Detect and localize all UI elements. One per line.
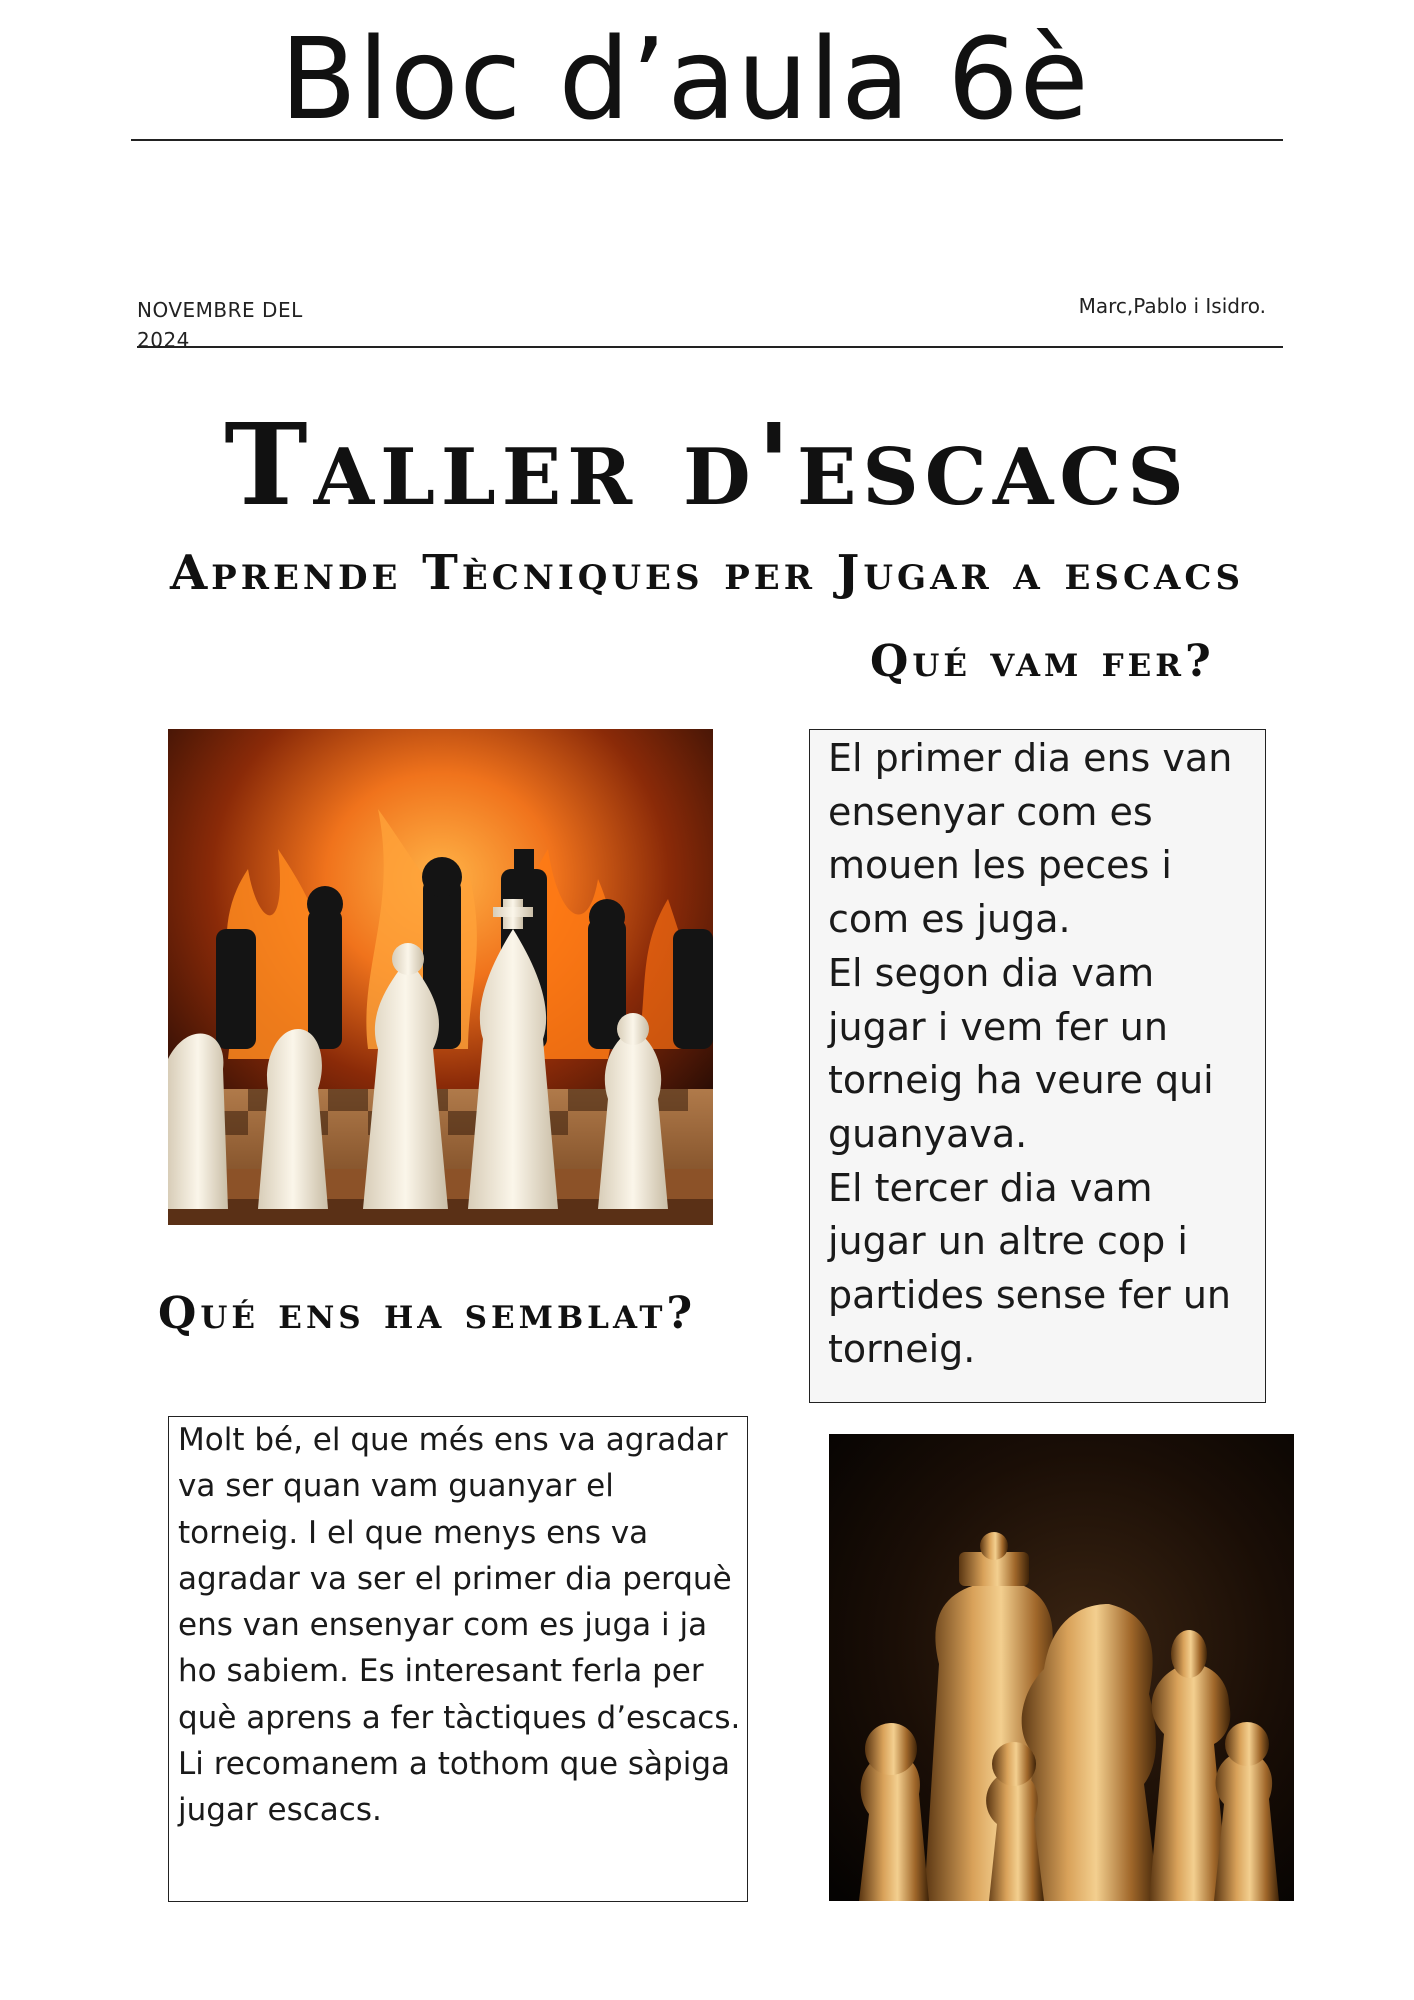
header-divider bbox=[137, 346, 1283, 348]
masthead-divider bbox=[131, 139, 1283, 141]
issue-date: NOVEMBRE DEL 2024 bbox=[137, 298, 303, 352]
day-three-paragraph: El tercer dia vam jugar un altre cop i partides sense fer un torneig. bbox=[828, 1165, 1232, 1371]
section-heading-what-we-did: Qué vam fer? bbox=[870, 636, 1215, 687]
day-two-paragraph: El segon dia vam jugar i vem fer un torneig ha veure qui guanyava. bbox=[828, 950, 1214, 1156]
chess-fire-photo bbox=[168, 729, 713, 1225]
opinion-textbox bbox=[168, 1416, 748, 1902]
day-one-paragraph: El primer dia ens van ensenyar com es mouen les peces i com es juga. bbox=[828, 736, 1233, 942]
article-subtitle: Aprende Tècniques per Jugar a escacs bbox=[169, 545, 1245, 601]
authors: Marc,Pablo i Isidro. bbox=[1078, 294, 1266, 318]
chess-fire-illustration bbox=[168, 729, 713, 1225]
opinion-paragraph: Molt bé, el que més ens va agradar va ser quan vam guanyar el torneig. I el que menys ens va agradar va ser el primer dia perquè ens van ensenyar com es juga i ja ho sabiem. Es interesant ferla per què aprens a fer tàctiques d’escacs. Li recomanem a tothom que sàpiga jugar escacs. bbox=[178, 1422, 741, 1829]
golden-chess-pieces-photo bbox=[829, 1434, 1294, 1901]
section-heading-opinion: Qué ens ha semblat? bbox=[158, 1288, 697, 1339]
golden-chess-illustration bbox=[829, 1434, 1294, 1901]
article-title: Taller d'escacs bbox=[224, 400, 1190, 531]
what-we-did-textbox bbox=[809, 729, 1266, 1403]
masthead-title: Bloc d’aula 6è bbox=[280, 15, 1090, 145]
